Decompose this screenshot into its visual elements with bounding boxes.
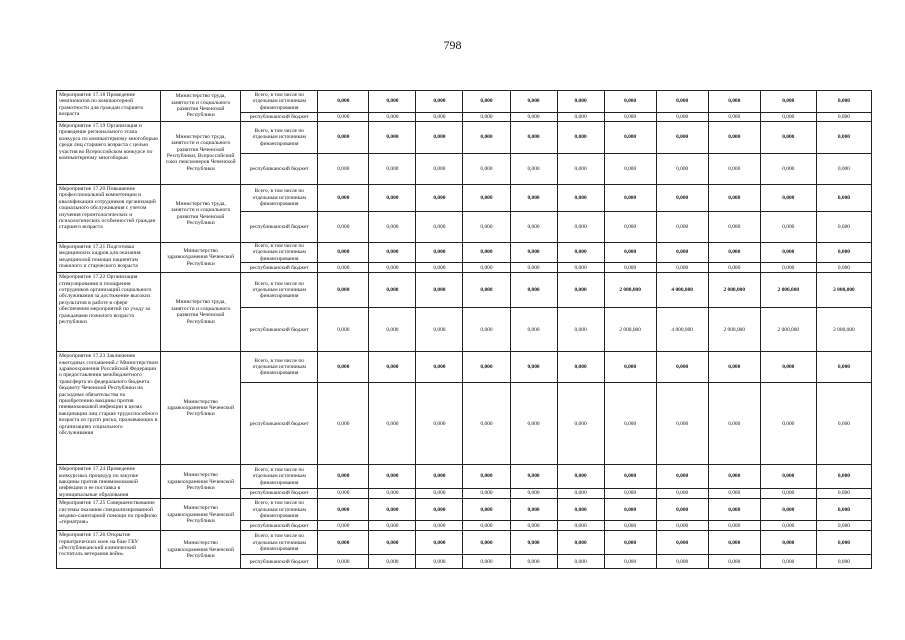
value-cell: 0,000	[510, 185, 557, 212]
value-cell: 0,000	[760, 113, 816, 122]
source-cell-budget: республиканский бюджет	[241, 555, 318, 569]
value-cell: 0,000	[510, 383, 557, 465]
value-cell: 0,000	[656, 352, 708, 383]
value-cell: 0,000	[318, 122, 369, 154]
value-cell: 0,000	[416, 243, 463, 263]
source-cell-total: Всего, в том числе по отдельным источникам финансирования	[241, 243, 318, 263]
value-cell: 0,000	[510, 212, 557, 243]
value-cell: 4 000,000	[656, 308, 708, 352]
value-cell: 0,000	[708, 352, 760, 383]
table-row-total	[57, 273, 872, 308]
source-cell-budget: республиканский бюджет	[241, 113, 318, 122]
source-cell-budget: республиканский бюджет	[241, 263, 318, 273]
value-cell: 0,000	[463, 531, 510, 555]
value-cell: 0,000	[416, 465, 463, 488]
measure-cell: Мероприятие 17.18 Проведение чемпионатов по компьютерной грамотности для граждан старшего возраста	[57, 91, 161, 122]
value-cell: 0,000	[369, 531, 416, 555]
value-cell: 0,000	[557, 383, 604, 465]
source-cell-budget: республиканский бюджет	[241, 212, 318, 243]
executor-cell: Министерство труда, занятости и социального развития Чеченской Республики, Всероссийский союз пенсионеров Чеченской Республики	[161, 122, 241, 185]
value-cell: 0,000	[604, 154, 656, 185]
value-cell: 0,000	[816, 243, 871, 263]
value-cell: 0,000	[369, 273, 416, 308]
value-cell: 0,000	[318, 488, 369, 499]
value-cell: 0,000	[416, 273, 463, 308]
source-cell-total: Всего, в том числе по отдельным источникам финансирования	[241, 122, 318, 154]
value-cell: 0,000	[604, 465, 656, 488]
measure-cell: Мероприятие 17.22 Организация стимулирования и поощрения сотрудников организаций социального обслуживания за достижение высоких результатов в работе в сфере обеспечения мероприятий по уходу за гражданами пожилого возраста республики	[57, 273, 161, 352]
value-cell: 2 000,000	[604, 308, 656, 352]
value-cell: 0,000	[816, 488, 871, 499]
table-row-total	[57, 122, 872, 154]
executor-cell: Министерство здравоохранения Чеченской Республики	[161, 531, 241, 569]
value-cell: 0,000	[510, 555, 557, 569]
value-cell: 0,000	[760, 465, 816, 488]
value-cell: 0,000	[557, 122, 604, 154]
value-cell: 0,000	[369, 263, 416, 273]
value-cell: 0,000	[708, 465, 760, 488]
value-cell: 0,000	[656, 383, 708, 465]
value-cell: 0,000	[369, 465, 416, 488]
value-cell: 0,000	[416, 212, 463, 243]
value-cell: 0,000	[708, 91, 760, 113]
table-row-total	[57, 465, 872, 488]
value-cell: 0,000	[557, 212, 604, 243]
value-cell: 0,000	[656, 465, 708, 488]
value-cell: 2 000,000	[708, 308, 760, 352]
value-cell: 0,000	[463, 154, 510, 185]
value-cell: 0,000	[557, 263, 604, 273]
source-cell-total: Всего, в том числе по отдельным источникам финансирования	[241, 91, 318, 113]
value-cell: 0,000	[760, 122, 816, 154]
value-cell: 0,000	[604, 383, 656, 465]
value-cell: 0,000	[816, 122, 871, 154]
source-cell-total: Всего, в том числе по отдельным источникам финансирования	[241, 499, 318, 521]
value-cell: 0,000	[557, 352, 604, 383]
value-cell: 0,000	[604, 531, 656, 555]
source-cell-total: Всего, в том числе по отдельным источникам финансирования	[241, 273, 318, 308]
value-cell: 0,000	[369, 91, 416, 113]
value-cell: 0,000	[463, 263, 510, 273]
executor-cell: Министерство труда, занятости и социального развития Чеченской Республики	[161, 91, 241, 122]
value-cell: 0,000	[604, 499, 656, 521]
value-cell: 0,000	[510, 273, 557, 308]
value-cell: 0,000	[604, 113, 656, 122]
table-row-total	[57, 185, 872, 212]
value-cell: 0,000	[369, 555, 416, 569]
value-cell: 0,000	[318, 185, 369, 212]
value-cell: 0,000	[463, 521, 510, 531]
value-cell: 0,000	[656, 555, 708, 569]
value-cell: 0,000	[510, 263, 557, 273]
table-row-total	[57, 91, 872, 113]
value-cell: 0,000	[557, 531, 604, 555]
value-cell: 0,000	[463, 352, 510, 383]
value-cell: 0,000	[656, 531, 708, 555]
value-cell: 0,000	[816, 499, 871, 521]
measure-cell: Мероприятие 17.26 Открытие гериатрических коек на базе ГБУ «Республиканский клинический госпиталь ветеранов войн»	[57, 531, 161, 569]
value-cell: 0,000	[463, 555, 510, 569]
value-cell: 0,000	[604, 212, 656, 243]
value-cell: 0,000	[656, 91, 708, 113]
value-cell: 0,000	[463, 212, 510, 243]
value-cell: 0,000	[604, 488, 656, 499]
value-cell: 0,000	[557, 488, 604, 499]
value-cell: 0,000	[604, 263, 656, 273]
page-number: 798	[443, 38, 462, 52]
value-cell: 0,000	[463, 308, 510, 352]
value-cell: 0,000	[816, 113, 871, 122]
value-cell: 0,000	[318, 212, 369, 243]
value-cell: 0,000	[760, 488, 816, 499]
value-cell: 2 000,000	[604, 273, 656, 308]
value-cell: 0,000	[318, 113, 369, 122]
value-cell: 0,000	[369, 352, 416, 383]
value-cell: 0,000	[760, 212, 816, 243]
value-cell: 0,000	[604, 521, 656, 531]
value-cell: 0,000	[708, 113, 760, 122]
value-cell: 0,000	[416, 488, 463, 499]
source-cell-total: Всего, в том числе по отдельным источникам финансирования	[241, 465, 318, 488]
value-cell: 0,000	[760, 243, 816, 263]
value-cell: 0,000	[463, 91, 510, 113]
value-cell: 0,000	[708, 154, 760, 185]
value-cell: 0,000	[510, 91, 557, 113]
value-cell: 0,000	[760, 91, 816, 113]
value-cell: 0,000	[708, 555, 760, 569]
value-cell: 0,000	[318, 555, 369, 569]
executor-cell: Министерство труда, занятости и социального развития Чеченской Республики	[161, 273, 241, 352]
value-cell: 0,000	[318, 531, 369, 555]
value-cell: 0,000	[318, 273, 369, 308]
value-cell: 2 000,000	[708, 273, 760, 308]
value-cell: 0,000	[416, 499, 463, 521]
value-cell: 0,000	[557, 154, 604, 185]
value-cell: 0,000	[816, 521, 871, 531]
value-cell: 0,000	[604, 352, 656, 383]
value-cell: 0,000	[369, 383, 416, 465]
value-cell: 0,000	[816, 212, 871, 243]
value-cell: 0,000	[816, 91, 871, 113]
value-cell: 0,000	[510, 499, 557, 521]
value-cell: 0,000	[369, 499, 416, 521]
source-cell-total: Всего, в том числе по отдельным источникам финансирования	[241, 531, 318, 555]
value-cell: 0,000	[463, 243, 510, 263]
value-cell: 0,000	[369, 488, 416, 499]
value-cell: 0,000	[604, 122, 656, 154]
value-cell: 0,000	[318, 499, 369, 521]
value-cell: 0,000	[318, 308, 369, 352]
value-cell: 0,000	[510, 465, 557, 488]
value-cell: 0,000	[416, 185, 463, 212]
value-cell: 0,000	[816, 465, 871, 488]
value-cell: 0,000	[318, 243, 369, 263]
value-cell: 0,000	[656, 263, 708, 273]
value-cell: 0,000	[656, 122, 708, 154]
source-cell-budget: республиканский бюджет	[241, 521, 318, 531]
value-cell: 0,000	[656, 521, 708, 531]
value-cell: 0,000	[463, 488, 510, 499]
value-cell: 0,000	[557, 499, 604, 521]
value-cell: 0,000	[416, 122, 463, 154]
value-cell: 0,000	[708, 122, 760, 154]
value-cell: 0,000	[760, 499, 816, 521]
value-cell: 0,000	[708, 488, 760, 499]
value-cell: 0,000	[318, 91, 369, 113]
value-cell: 0,000	[708, 185, 760, 212]
value-cell: 0,000	[369, 113, 416, 122]
value-cell: 0,000	[760, 185, 816, 212]
value-cell: 0,000	[318, 263, 369, 273]
value-cell: 0,000	[416, 113, 463, 122]
measure-cell: Мероприятие 17.23 Заключение ежегодных соглашений с Министерством здравоохранения Российской Федерации о предоставлении межбюджетного трансферта из федерального бюджета бюджету Чеченской Республики на расходные обязательства по приобретению вакцины против пневмококковой инфекции в целях вакцинации лиц старше трудоспособного возраста из групп риска, проживающих в организациях социального обслуживания	[57, 352, 161, 465]
source-cell-budget: республиканский бюджет	[241, 488, 318, 499]
value-cell: 0,000	[708, 521, 760, 531]
value-cell: 0,000	[604, 243, 656, 263]
budget-table	[56, 90, 872, 569]
measure-cell: Мероприятие 17.24 Проведение конкурсных процедур по закупке вакцины против пневмококковой инфекции и ее поставка в муниципальные образования	[57, 465, 161, 499]
value-cell: 0,000	[510, 113, 557, 122]
value-cell: 0,000	[708, 531, 760, 555]
value-cell: 0,000	[369, 521, 416, 531]
value-cell: 0,000	[369, 185, 416, 212]
value-cell: 0,000	[760, 154, 816, 185]
budget-table-body	[57, 91, 872, 569]
value-cell: 2 000,000	[816, 273, 871, 308]
value-cell: 0,000	[656, 499, 708, 521]
value-cell: 0,000	[816, 531, 871, 555]
value-cell: 0,000	[510, 243, 557, 263]
value-cell: 0,000	[416, 383, 463, 465]
value-cell: 4 000,000	[656, 273, 708, 308]
value-cell: 0,000	[557, 113, 604, 122]
value-cell: 0,000	[416, 531, 463, 555]
value-cell: 0,000	[708, 383, 760, 465]
value-cell: 0,000	[510, 521, 557, 531]
value-cell: 0,000	[510, 531, 557, 555]
table-row-total	[57, 352, 872, 383]
value-cell: 0,000	[463, 383, 510, 465]
value-cell: 0,000	[416, 352, 463, 383]
value-cell: 0,000	[816, 154, 871, 185]
measure-cell: Мероприятие 17.20 Повышение профессиональной компетенции и квалификации сотрудников организаций социального обслуживания с учетом изучения геронтологических и психологических особенностей граждан старшего возраста	[57, 185, 161, 243]
value-cell: 0,000	[318, 154, 369, 185]
value-cell: 0,000	[369, 154, 416, 185]
value-cell: 0,000	[557, 243, 604, 263]
value-cell: 0,000	[656, 185, 708, 212]
value-cell: 0,000	[510, 122, 557, 154]
executor-cell: Министерство здравоохранения Чеченской Республики	[161, 465, 241, 499]
value-cell: 0,000	[463, 122, 510, 154]
value-cell: 0,000	[557, 308, 604, 352]
value-cell: 0,000	[557, 555, 604, 569]
value-cell: 0,000	[708, 243, 760, 263]
value-cell: 0,000	[816, 185, 871, 212]
source-cell-budget: республиканский бюджет	[241, 383, 318, 465]
value-cell: 0,000	[369, 212, 416, 243]
table-row-total	[57, 499, 872, 521]
value-cell: 0,000	[416, 263, 463, 273]
source-cell-budget: республиканский бюджет	[241, 308, 318, 352]
table-row-total	[57, 531, 872, 555]
value-cell: 0,000	[557, 273, 604, 308]
value-cell: 0,000	[708, 212, 760, 243]
source-cell-budget: республиканский бюджет	[241, 154, 318, 185]
value-cell: 0,000	[760, 383, 816, 465]
value-cell: 0,000	[760, 531, 816, 555]
value-cell: 0,000	[760, 263, 816, 273]
value-cell: 0,000	[557, 465, 604, 488]
value-cell: 0,000	[708, 499, 760, 521]
value-cell: 0,000	[816, 383, 871, 465]
value-cell: 0,000	[463, 113, 510, 122]
value-cell: 0,000	[463, 273, 510, 308]
value-cell: 0,000	[656, 243, 708, 263]
value-cell: 0,000	[463, 499, 510, 521]
value-cell: 0,000	[416, 154, 463, 185]
measure-cell: Мероприятие 17.21 Подготовка медицинских кадров для оказания медицинской помощи пациентам пожилого и старческого возраста	[57, 243, 161, 273]
value-cell: 0,000	[318, 465, 369, 488]
value-cell: 0,000	[510, 352, 557, 383]
value-cell: 0,000	[557, 91, 604, 113]
value-cell: 0,000	[510, 308, 557, 352]
value-cell: 0,000	[656, 488, 708, 499]
executor-cell: Министерство здравоохранения Чеченской Республики	[161, 352, 241, 465]
value-cell: 0,000	[656, 212, 708, 243]
value-cell: 0,000	[369, 122, 416, 154]
value-cell: 0,000	[463, 185, 510, 212]
value-cell: 0,000	[816, 263, 871, 273]
value-cell: 0,000	[557, 185, 604, 212]
value-cell: 0,000	[760, 555, 816, 569]
value-cell: 0,000	[369, 308, 416, 352]
value-cell: 2 000,000	[760, 308, 816, 352]
value-cell: 0,000	[318, 383, 369, 465]
value-cell: 0,000	[557, 521, 604, 531]
value-cell: 0,000	[604, 91, 656, 113]
value-cell: 0,000	[760, 352, 816, 383]
value-cell: 0,000	[416, 521, 463, 531]
value-cell: 0,000	[510, 488, 557, 499]
value-cell: 0,000	[463, 465, 510, 488]
value-cell: 0,000	[510, 154, 557, 185]
value-cell: 2 000,000	[760, 273, 816, 308]
value-cell: 0,000	[656, 113, 708, 122]
value-cell: 0,000	[760, 521, 816, 531]
value-cell: 0,000	[816, 352, 871, 383]
value-cell: 0,000	[416, 91, 463, 113]
source-cell-total: Всего, в том числе по отдельным источникам финансирования	[241, 185, 318, 212]
value-cell: 0,000	[416, 555, 463, 569]
executor-cell: Министерство труда, занятости и социального развития Чеченской Республики	[161, 185, 241, 243]
source-cell-total: Всего, в том числе по отдельным источникам финансирования	[241, 352, 318, 383]
executor-cell: Министерство здравоохранения Чеченской Республики	[161, 243, 241, 273]
table-row-total	[57, 243, 872, 263]
measure-cell: Мероприятие 17.25 Совершенствование системы оказания специализированной медико-санитарной помощи по профилю «гериатрия»	[57, 499, 161, 531]
value-cell: 0,000	[816, 555, 871, 569]
value-cell: 0,000	[416, 308, 463, 352]
value-cell: 0,000	[708, 263, 760, 273]
value-cell: 0,000	[318, 521, 369, 531]
measure-cell: Мероприятие 17.19 Организация и проведение регионального этапа конкурса по компьютерному многоборью среди лиц старшего возраста с целью участия во Всероссийском конкурсе по компьютерному многоборью	[57, 122, 161, 185]
value-cell: 0,000	[604, 555, 656, 569]
value-cell: 0,000	[604, 185, 656, 212]
value-cell: 0,000	[369, 243, 416, 263]
value-cell: 0,000	[656, 154, 708, 185]
executor-cell: Министерство здравоохранения Чеченской Республики	[161, 499, 241, 531]
value-cell: 0,000	[318, 352, 369, 383]
value-cell: 2 000,000	[816, 308, 871, 352]
